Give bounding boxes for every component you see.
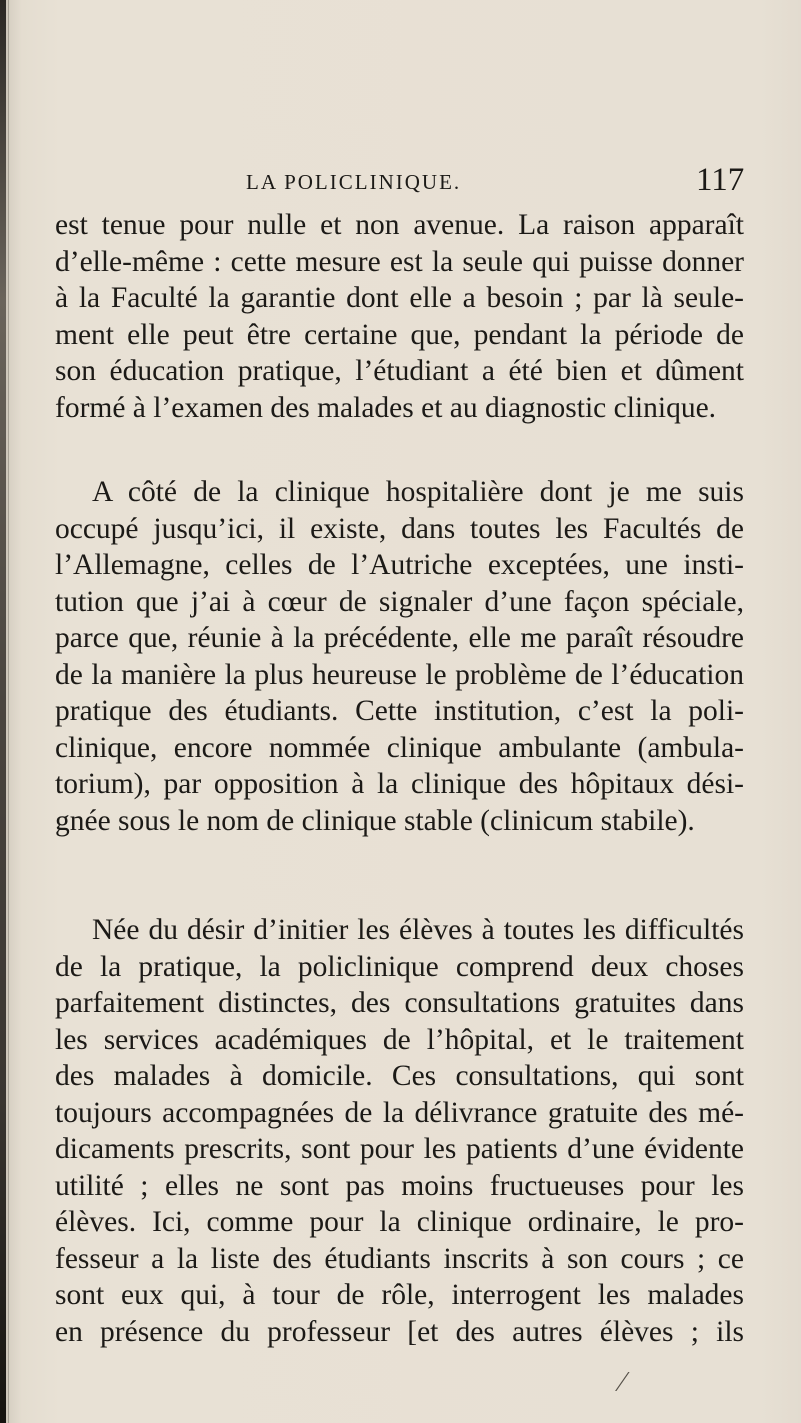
text-line: A côté de la clinique hospitalière dont je me suis [92,476,744,508]
text-line: parfaitement distinctes, des consultations gratuites dans [55,987,744,1019]
text-line: gnée sous le nom de clinique stable (clinicum stabile). [55,804,695,837]
text-line: clinique, encore nommée clinique ambulante (ambula- [55,731,744,764]
text-line: les services académiques de l’hôpital, et le traitement [55,1023,744,1056]
page-number: 117 [696,162,745,198]
text-line: élèves. Ici, comme pour la clinique ordinaire, le pro- [55,1206,744,1238]
running-title: LA POLICLINIQUE. [246,170,462,194]
text-line: est tenue pour nulle et non avenue. La raison apparaît [55,209,744,241]
text-line: parce que, réunie à la précédente, elle me paraît résoudre [55,622,744,654]
text-line: ment elle peut être certaine que, pendant la période de [55,318,744,351]
text-line: torium), par opposition à la clinique des hôpitaux dési- [55,768,744,800]
paragraph-2 [55,474,744,839]
text-line: en présence du professeur [et des autres élèves ; ils [55,1315,744,1348]
text-line: utilité ; elles ne sont pas moins fructueuses pour les [55,1169,744,1202]
paragraph-3 [55,912,744,1350]
text-line: toujours accompagnées de la délivrance gratuite des mé- [55,1096,744,1129]
text-line: Née du désir d’initier les élèves à toutes les difficultés [92,914,744,946]
text-line: d’elle-même : cette mesure est la seule qui puisse donner [55,245,744,278]
page-edge-line [8,0,9,1423]
page-header [0,162,801,202]
ink-mark: ⁄ [620,1367,625,1398]
text-line: de la pratique, la policlinique comprend deux choses [55,950,744,983]
text-line: à la Faculté la garantie dont elle a besoin ; par là seule- [55,282,744,314]
text-line: de la manière la plus heureuse le problème de l’éducation [55,658,744,691]
text-line: pratique des étudiants. Cette institution, c’est la poli- [55,695,744,727]
book-spine-shadow [0,0,6,1423]
text-line: tution que j’ai à cœur de signaler d’une façon spéciale, [55,585,744,618]
text-line: formé à l’examen des malades et au diagnostic clinique. [55,391,717,424]
text-line: des malades à domicile. Ces consultations, qui sont [55,1060,744,1092]
text-line: dicaments prescrits, sont pour les patients d’une évidente [55,1133,744,1165]
paragraph-1 [55,207,744,426]
text-line: fesseur a la liste des étudiants inscrits à son cours ; ce [55,1242,744,1275]
text-line: sont eux qui, à tour de rôle, interrogent les malades [55,1279,744,1311]
text-line: son éducation pratique, l’étudiant a été bien et dûment [55,355,744,387]
text-line: occupé jusqu’ici, il existe, dans toutes les Facultés de [55,512,744,545]
text-line: l’Allemagne, celles de l’Autriche exceptées, une insti- [55,549,744,581]
